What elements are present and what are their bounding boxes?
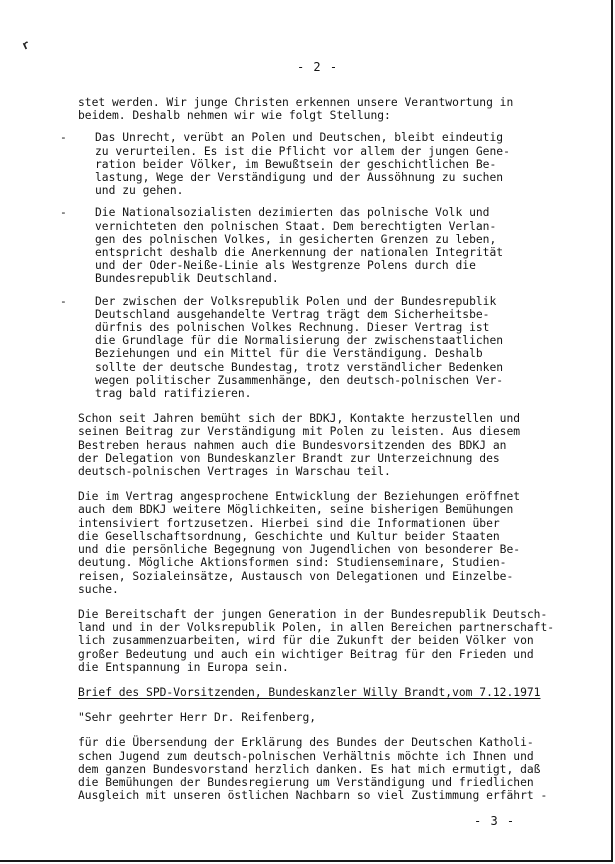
letter-heading-block bbox=[78, 686, 588, 699]
text-line: lastung, Wege der Verständigung und der Aussöhnung zu suchen bbox=[95, 171, 504, 185]
letter-paragraph bbox=[78, 736, 588, 802]
text-line: schen Jugend zum deutsch-polnischen Verhältnis möchte ich Ihnen und bbox=[78, 749, 534, 763]
text-line: Bestreben heraus nahmen auch die Bundesvorsitzenden des BDKJ an bbox=[78, 438, 507, 452]
text-line: und der Oder-Neiße-Linie als Westgrenze Polens durch die bbox=[95, 259, 476, 273]
page-number-text: - 2 - bbox=[296, 60, 339, 74]
intro-paragraph bbox=[78, 96, 588, 122]
bullet-item bbox=[60, 294, 588, 401]
page-number bbox=[0, 60, 611, 74]
text-line: wegen politischer Zusammenhänge, den deutsch-polnischen Ver- bbox=[95, 373, 504, 387]
text-line: Deutschland ausgehandelte Vertrag trägt dem Sicherheitsbe- bbox=[95, 307, 490, 321]
text-line: die Bemühungen der Bundesregierung um Verständigung und friedlichen bbox=[78, 775, 534, 789]
next-page-number: - 3 - bbox=[474, 814, 516, 828]
text-line: und zu gehen. bbox=[95, 184, 184, 198]
text-line: beidem. Deshalb nehmen wir wie folgt Stellung: bbox=[78, 109, 391, 123]
text-line: großer Bedeutung und auch ein wichtiger Beitrag für den Frieden und bbox=[78, 647, 534, 661]
text-line: sollte der deutsche Bundestag, trotz verständlicher Bedenken bbox=[95, 360, 504, 374]
text-line: suche. bbox=[78, 582, 119, 596]
text-line: reisen, Sozialeinsätze, Austausch von Delegationen und Einzelbe- bbox=[78, 569, 514, 583]
bullet-dash: - bbox=[60, 131, 67, 145]
text-line: gen des polnischen Volkes, in gesicherten Grenzen zu leben, bbox=[95, 232, 497, 246]
text-line: land und in der Volksrepublik Polen, in allen Bereichen partnerschaft- bbox=[78, 621, 555, 635]
text-line: Schon seit Jahren bemüht sich der BDKJ, Kontakte herzustellen und bbox=[78, 412, 521, 426]
text-line: stet werden. Wir junge Christen erkennen unsere Verantwortung in bbox=[78, 96, 514, 109]
text-line: die Entspannung in Europa sein. bbox=[78, 660, 289, 674]
text-line: intensiviert fortzusetzen. Hierbei sind die Informationen über bbox=[78, 516, 500, 530]
letter-heading: Brief des SPD-Vorsitzenden, Bundeskanzler Willy Brandt,vom 7.12.1971 bbox=[78, 685, 541, 699]
bullet-item bbox=[60, 206, 588, 286]
text-line: ration beider Völker, im Bewußtsein der geschichtlichen Be- bbox=[95, 157, 497, 171]
text-line: die Gesellschaftsordnung, Geschichte und Kultur beider Staaten bbox=[78, 529, 500, 543]
text-line: und die persönliche Begegnung von Jugendlichen von besonderer Be- bbox=[78, 543, 521, 557]
body-paragraph bbox=[78, 490, 588, 596]
text-line: Ausgleich mit unseren östlichen Nachbarn so viel Zustimmung erfährt - bbox=[78, 789, 548, 803]
text-line: für die Übersendung der Erklärung des Bundes der Deutschen Katholi- bbox=[78, 736, 534, 750]
document-body bbox=[60, 96, 588, 803]
text-line: deutung. Mögliche Aktionsformen sind: Studienseminare, Studien- bbox=[78, 556, 507, 570]
bullet-dash: - bbox=[60, 294, 67, 308]
bullet-dash: - bbox=[60, 206, 67, 220]
letter-salutation-block bbox=[78, 711, 588, 724]
text-line: Beziehungen und ein Mittel für die Verständigung. Deshalb bbox=[95, 347, 483, 361]
text-line: dem ganzen Bundesvorstand herzlich danken. Es hat mich ermutigt, daß bbox=[78, 762, 541, 776]
text-line: deutsch-polnischen Vertrages in Warschau teil. bbox=[78, 465, 391, 479]
letter-salutation: "Sehr geehrter Herr Dr. Reifenberg, bbox=[78, 711, 317, 725]
text-line: der Delegation von Bundeskanzler Brandt zur Unterzeichnung des bbox=[78, 451, 500, 465]
text-line: dürfnis des polnischen Volkes Rechnung. Dieser Vertrag ist bbox=[95, 321, 490, 335]
text-line: Die Bereitschaft der jungen Generation in der Bundesrepublik Deutsch- bbox=[78, 607, 548, 621]
text-line: auch dem BDKJ weitere Möglichkeiten, seine bisherigen Bemühungen bbox=[78, 503, 514, 517]
text-line: Die Nationalsozialisten dezimierten das polnische Volk und bbox=[95, 206, 490, 220]
body-paragraph bbox=[78, 608, 588, 674]
text-line: Der zwischen der Volksrepublik Polen und der Bundesrepublik bbox=[95, 294, 497, 308]
bullet-item bbox=[60, 131, 588, 198]
margin-mark: r bbox=[19, 37, 32, 53]
text-line: lich zusammenzuarbeiten, wird für die Zukunft der beiden Völker von bbox=[78, 634, 534, 648]
text-line: Das Unrecht, verübt an Polen und Deutschen, bleibt eindeutig bbox=[95, 131, 504, 145]
text-line: zu verurteilen. Es ist die Pflicht vor allem der jungen Gene- bbox=[95, 144, 510, 158]
text-line: Die im Vertrag angesprochene Entwicklung der Beziehungen eröffnet bbox=[78, 490, 521, 504]
text-line: Bundesrepublik Deutschland. bbox=[95, 272, 279, 286]
text-line: trag bald ratifizieren. bbox=[95, 387, 252, 401]
text-line: die Grundlage für die Normalisierung der zwischenstaatlichen bbox=[95, 334, 504, 348]
body-paragraph bbox=[78, 412, 588, 478]
text-line: entspricht deshalb die Anerkennung der nationalen Integrität bbox=[95, 246, 504, 260]
text-line: seinen Beitrag zur Verständigung mit Polen zu leisten. Aus diesem bbox=[78, 425, 521, 439]
text-line: vernichteten den polnischen Staat. Dem berechtigten Verlan- bbox=[95, 219, 497, 233]
